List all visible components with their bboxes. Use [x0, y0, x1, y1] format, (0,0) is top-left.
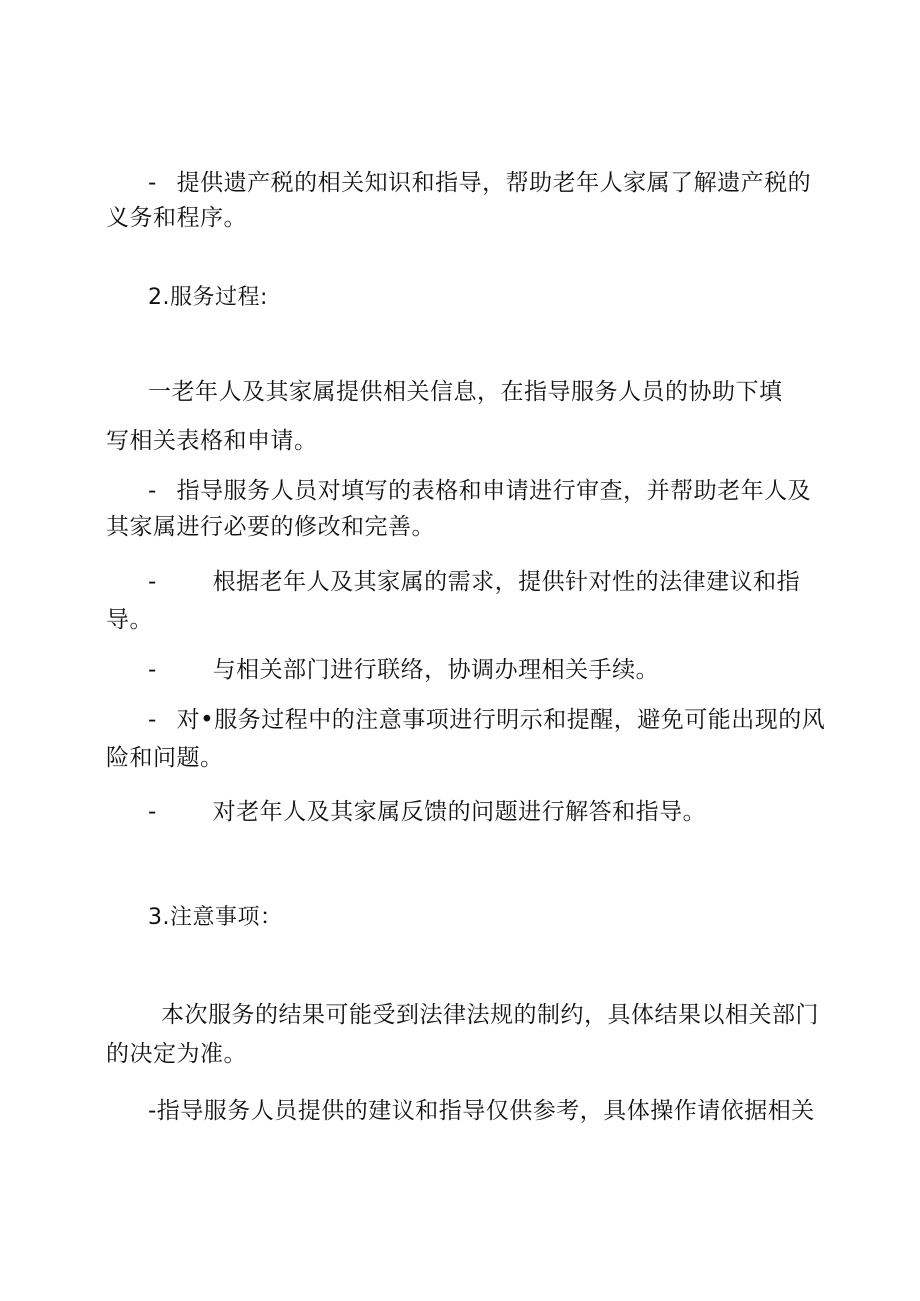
paragraph-line: 导。: [106, 607, 153, 633]
paragraph-line: 其家属进行必要的修改和完善。: [106, 514, 435, 540]
paragraph-line: 一老年人及其家属提供相关信息，在指导服务人员的协助下填: [148, 379, 783, 405]
paragraph-line: 对•服务过程中的注意事项进行明示和提醒，避免可能出现的风: [176, 707, 826, 733]
list-dash: -: [148, 569, 157, 595]
list-dash: -: [148, 799, 157, 825]
paragraph-line: 对老年人及其家属反馈的问题进行解答和指导。: [212, 799, 707, 825]
list-dash: -: [148, 707, 157, 733]
paragraph-line: 险和问题。: [106, 745, 224, 771]
section-heading-notes: 3.注意事项：: [148, 905, 283, 930]
paragraph-line: 与相关部门进行联络，协调办理相关手续。: [212, 657, 660, 683]
paragraph-line: 写相关表格和申请。: [106, 428, 318, 454]
list-dash: -: [148, 170, 157, 196]
paragraph-line: -指导服务人员提供的建议和指导仅供参考，具体操作请依据相关: [148, 1098, 815, 1124]
list-dash: -: [148, 478, 157, 504]
list-dash: -: [148, 657, 157, 683]
paragraph-line: 指导服务人员对填写的表格和申请进行审查，并帮助老年人及: [176, 478, 812, 504]
paragraph-line: 根据老年人及其家属的需求，提供针对性的法律建议和指: [212, 569, 801, 595]
section-heading-service-process: 2.服务过程:: [148, 285, 268, 310]
paragraph-line: 本次服务的结果可能受到法律法规的制约，具体结果以相关部门: [161, 1002, 819, 1028]
paragraph-line: 义务和程序。: [106, 205, 247, 231]
paragraph-line: 提供遗产税的相关知识和指导，帮助老年人家属了解遗产税的: [176, 170, 812, 196]
paragraph-line: 的决定为准。: [106, 1041, 247, 1067]
